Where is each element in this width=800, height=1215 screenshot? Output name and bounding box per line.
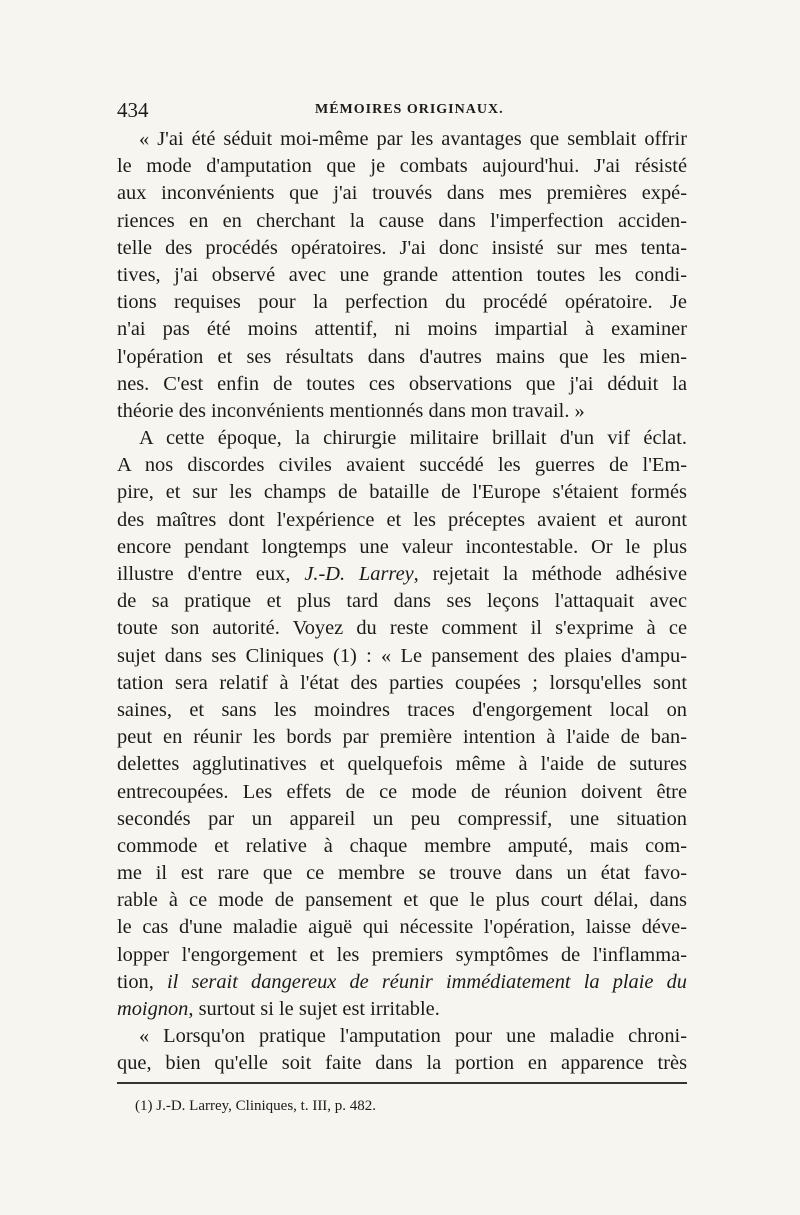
text-line: riences en en cherchant la cause dans l'imperfection acciden- <box>117 209 687 232</box>
text-line: toute son autorité. Voyez du reste comment il s'exprime à ce <box>117 617 687 640</box>
text-line: des maîtres dont l'expérience et les préceptes avaient et auront <box>117 508 687 531</box>
text-line: rable à ce mode de pansement et que le plus court délai, dans <box>117 889 687 912</box>
text-line: A cette époque, la chirurgie militaire brillait d'un vif éclat. <box>139 427 687 450</box>
text-line: théorie des inconvénients mentionnés dans mon travail. » <box>117 399 585 422</box>
text-segment: illustre d'entre eux, <box>117 563 305 585</box>
italic-word: moignon <box>117 998 189 1020</box>
running-head: MÉMOIRES ORIGINAUX. <box>315 102 504 117</box>
text-line: A nos discordes civiles avaient succédé les guerres de l'Em- <box>117 454 687 477</box>
page-number: 434 <box>117 98 149 122</box>
text-line: secondés par un appareil un peu compressif, une situation <box>117 807 687 830</box>
text-line: commode et relative à chaque membre amputé, mais com- <box>117 834 687 857</box>
text-line: tives, j'ai observé avec une grande attention toutes les condi- <box>117 263 687 286</box>
text-line: « J'ai été séduit moi-même par les avantages que semblait offrir <box>139 128 687 150</box>
text-line: delettes agglutinatives et quelquefois même à l'aide de sutures <box>117 753 687 776</box>
text-line-larrey <box>117 561 687 588</box>
text-line: le mode d'amputation que je combats aujourd'hui. J'ai résisté <box>117 155 687 178</box>
text-line: entrecoupées. Les effets de ce mode de réunion doivent être <box>117 780 687 803</box>
text-segment: tion, <box>117 970 167 993</box>
italic-quote: il serait dangereux de réunir immédiatement la plaie du <box>166 970 687 993</box>
text-line: peut en réunir les bords par première intention à l'aide de ban- <box>117 726 687 749</box>
text-line: lopper l'engorgement et les premiers symptômes de l'inflamma- <box>117 943 687 966</box>
text-line: pire, et sur les champs de bataille de l'Europe s'étaient formés <box>117 481 687 504</box>
text-line: telle des procédés opératoires. J'ai donc insisté sur mes tenta- <box>117 236 687 259</box>
text-line: tions requises pour la perfection du procédé opératoire. Je <box>117 291 687 314</box>
text-line: me il est rare que ce membre se trouve dans un état favo- <box>117 862 687 885</box>
text-line-moignon <box>117 996 687 1023</box>
text-segment: , surtout si le sujet est irritable. <box>188 998 440 1020</box>
text-line: de sa pratique et plus tard dans ses leçons l'attaquait avec <box>117 590 687 613</box>
text-line: sujet dans ses Cliniques (1) : « Le pansement des plaies d'ampu- <box>117 644 687 667</box>
text-line: saines, et sans les moindres traces d'engorgement local on <box>117 698 687 721</box>
text-line: « Lorsqu'on pratique l'amputation pour une maladie chroni- <box>139 1025 687 1048</box>
text-line: l'opération et ses résultats dans d'autres mains que les mien- <box>117 345 687 368</box>
text-line: que, bien qu'elle soit faite dans la portion en apparence très <box>117 1052 687 1075</box>
text-segment: , rejetait la méthode adhésive <box>413 563 687 585</box>
text-line: aux inconvénients que j'ai trouvés dans mes premières expé- <box>117 182 687 205</box>
text-line: n'ai pas été moins attentif, ni moins impartial à examiner <box>117 318 687 341</box>
text-line: nes. C'est enfin de toutes ces observations que j'ai déduit la <box>117 372 687 395</box>
footnote-rule <box>117 1082 687 1084</box>
text-line-italic <box>117 969 687 996</box>
text-line: le cas d'une maladie aiguë qui nécessite l'opération, laisse déve- <box>117 916 687 939</box>
page-header <box>117 98 687 128</box>
footnote: (1) J.-D. Larrey, Cliniques, t. III, p. 482. <box>135 1098 377 1114</box>
body-text <box>117 126 687 1078</box>
text-line: tation sera relatif à l'état des parties coupées ; lorsqu'elles sont <box>117 671 687 694</box>
text-line: encore pendant longtemps une valeur incontestable. Or le plus <box>117 535 687 558</box>
author-name: J.-D. Larrey <box>304 563 414 585</box>
